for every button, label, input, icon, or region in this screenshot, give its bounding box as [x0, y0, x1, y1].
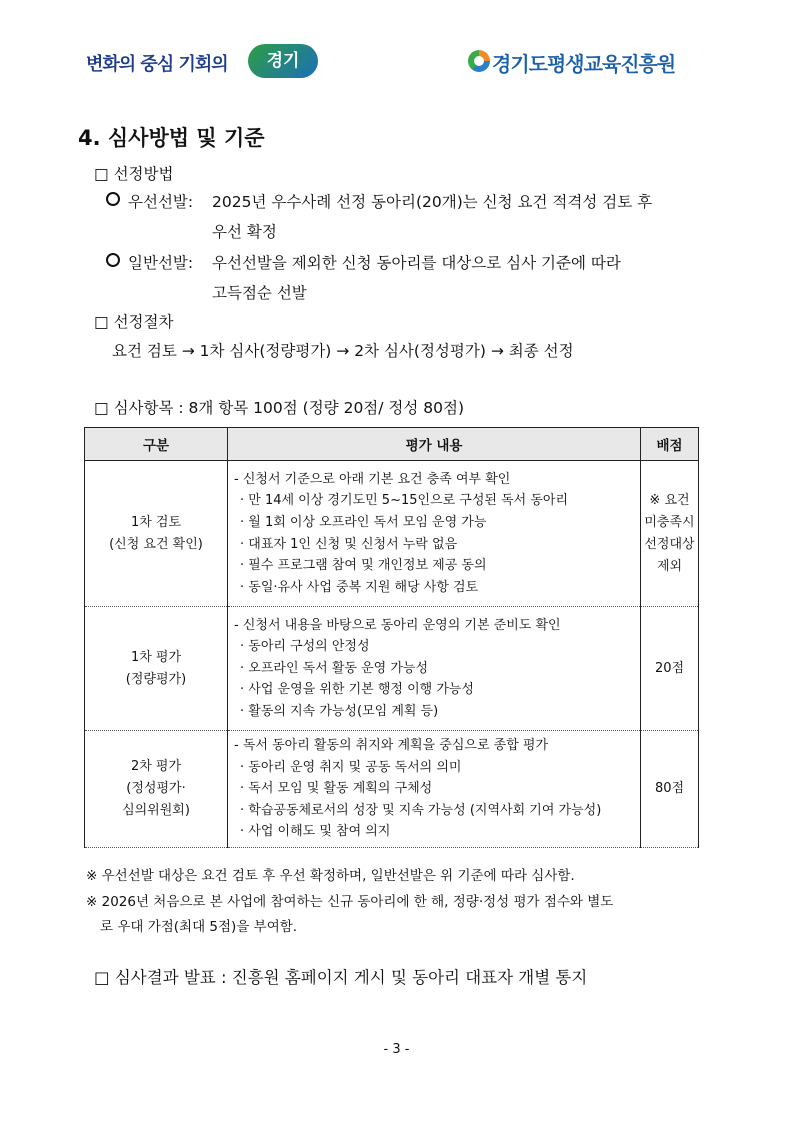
content-line: · 만 14세 이상 경기도민 5~15인으로 구성된 독서 동아리: [240, 493, 569, 509]
score-cell: [641, 461, 699, 607]
priority-text-2: 우선 확정: [212, 223, 277, 241]
note-priority: ※ 우선선발 대상은 요건 검토 후 우선 확정하며, 일반선발은 위 기준에 따라 심사함.: [86, 868, 575, 884]
content-line: · 사업 이해도 및 참여 의지: [240, 824, 391, 840]
score-text: 20점: [654, 660, 685, 676]
criteria-table: [84, 427, 699, 848]
category-text: 1차 평가: [130, 649, 182, 665]
category-cell: [85, 731, 228, 848]
general-text-2: 고득점순 선발: [212, 284, 307, 302]
priority-selection: [106, 190, 193, 212]
table-row: [85, 607, 699, 731]
priority-text-1: 2025년 우수사례 선정 동아리(20개)는 신청 요건 적격성 검토 후: [212, 193, 653, 211]
content-line: · 동아리 구성의 안정성: [240, 639, 370, 655]
announcement: □ 심사결과 발표 : 진흥원 홈페이지 게시 및 동아리 대표자 개별 통지: [94, 968, 588, 987]
general-selection: [106, 251, 193, 273]
header-score: 배점: [641, 428, 699, 461]
content-cell: [228, 607, 641, 731]
items-heading: □ 심사항목 : 8개 항목 100점 (정량 20점/ 정성 80점): [94, 399, 465, 417]
gyeonggi-slogan-logo: [86, 42, 322, 82]
category-text: 2차 평가: [130, 758, 182, 774]
procedure-heading: □ 선정절차: [94, 313, 174, 331]
score-text: 80점: [654, 780, 685, 796]
category-text: 1차 검토: [130, 514, 182, 530]
score-text: 제외: [656, 558, 683, 574]
content-line: - 신청서 기준으로 아래 기본 요건 충족 여부 확인: [234, 471, 511, 487]
content-line: · 오프라인 독서 활동 운영 가능성: [240, 660, 429, 676]
content-line: - 독서 동아리 활동의 취지와 계획을 중심으로 종합 평가: [234, 738, 549, 753]
header-category: 구분: [85, 428, 228, 461]
table-header-row: [85, 428, 699, 461]
content-cell: [228, 731, 641, 848]
institute-name: 경기도평생교육진흥원: [492, 52, 676, 76]
content-line: · 필수 프로그램 참여 및 개인정보 제공 동의: [240, 558, 487, 574]
category-cell: [85, 461, 228, 607]
content-line: · 사업 운영을 위한 기본 행정 이행 가능성: [240, 682, 474, 698]
score-cell: [641, 731, 699, 848]
circle-bullet-icon: [106, 253, 120, 267]
content-line: · 대표자 1인 신청 및 신청서 누락 없음: [240, 536, 458, 552]
category-text: (신청 요건 확인): [109, 536, 203, 552]
content-line: · 학습공동체로서의 성장 및 지속 가능성 (지역사회 기여 가능성): [240, 802, 602, 818]
content-line: · 월 1회 이상 오프라인 독서 모임 운영 가능: [240, 514, 487, 530]
note-bonus-line2: 로 우대 가점(최대 5점)을 부여함.: [100, 919, 298, 935]
content-line: · 동일·유사 사업 중복 지원 해당 사항 검토: [240, 579, 479, 595]
page-number: - 3 -: [383, 1042, 410, 1057]
slogan-text: 변화의 중심 기회의: [86, 54, 228, 75]
content-line: - 신청서 내용을 바탕으로 동아리 운영의 기본 준비도 확인: [234, 617, 561, 633]
table-row: [85, 461, 699, 607]
content-line: · 독서 모임 및 활동 계획의 구체성: [240, 781, 433, 797]
gyeonggi-badge: 경기: [248, 44, 318, 78]
content-line: · 동아리 운영 취지 및 공동 독서의 의미: [240, 759, 462, 775]
score-text: 선정대상: [644, 536, 695, 552]
score-text: ※ 요건: [649, 492, 690, 508]
section-title: 4. 심사방법 및 기준: [78, 126, 265, 150]
category-text: (정성평가·: [126, 780, 186, 796]
note-bonus-line1: ※ 2026년 처음으로 본 사업에 참여하는 신규 동아리에 한 해, 정량·정성 평가 점수와 별도: [86, 894, 614, 910]
general-label: 일반선발:: [128, 254, 194, 272]
general-text-1: 우선선발을 제외한 신청 동아리를 대상으로 심사 기준에 따라: [212, 254, 621, 272]
score-cell: [641, 607, 699, 731]
category-text: 심의위원회): [122, 802, 190, 818]
category-cell: [85, 607, 228, 731]
content-line: · 활동의 지속 가능성(모임 계획 등): [240, 703, 439, 719]
procedure-flow: 요건 검토 → 1차 심사(정량평가) → 2차 심사(정성평가) → 최종 선정: [112, 342, 574, 360]
table-row: [85, 731, 699, 848]
institute-logo: [468, 46, 708, 80]
method-heading: □ 선정방법: [94, 165, 174, 183]
score-text: 미충족시: [644, 514, 695, 530]
institute-mark-icon: [468, 50, 490, 72]
content-cell: [228, 461, 641, 607]
circle-bullet-icon: [106, 192, 120, 206]
priority-label: 우선선발:: [128, 193, 194, 211]
header-content: 평가 내용: [228, 428, 641, 461]
category-text: (정량평가): [125, 671, 187, 687]
